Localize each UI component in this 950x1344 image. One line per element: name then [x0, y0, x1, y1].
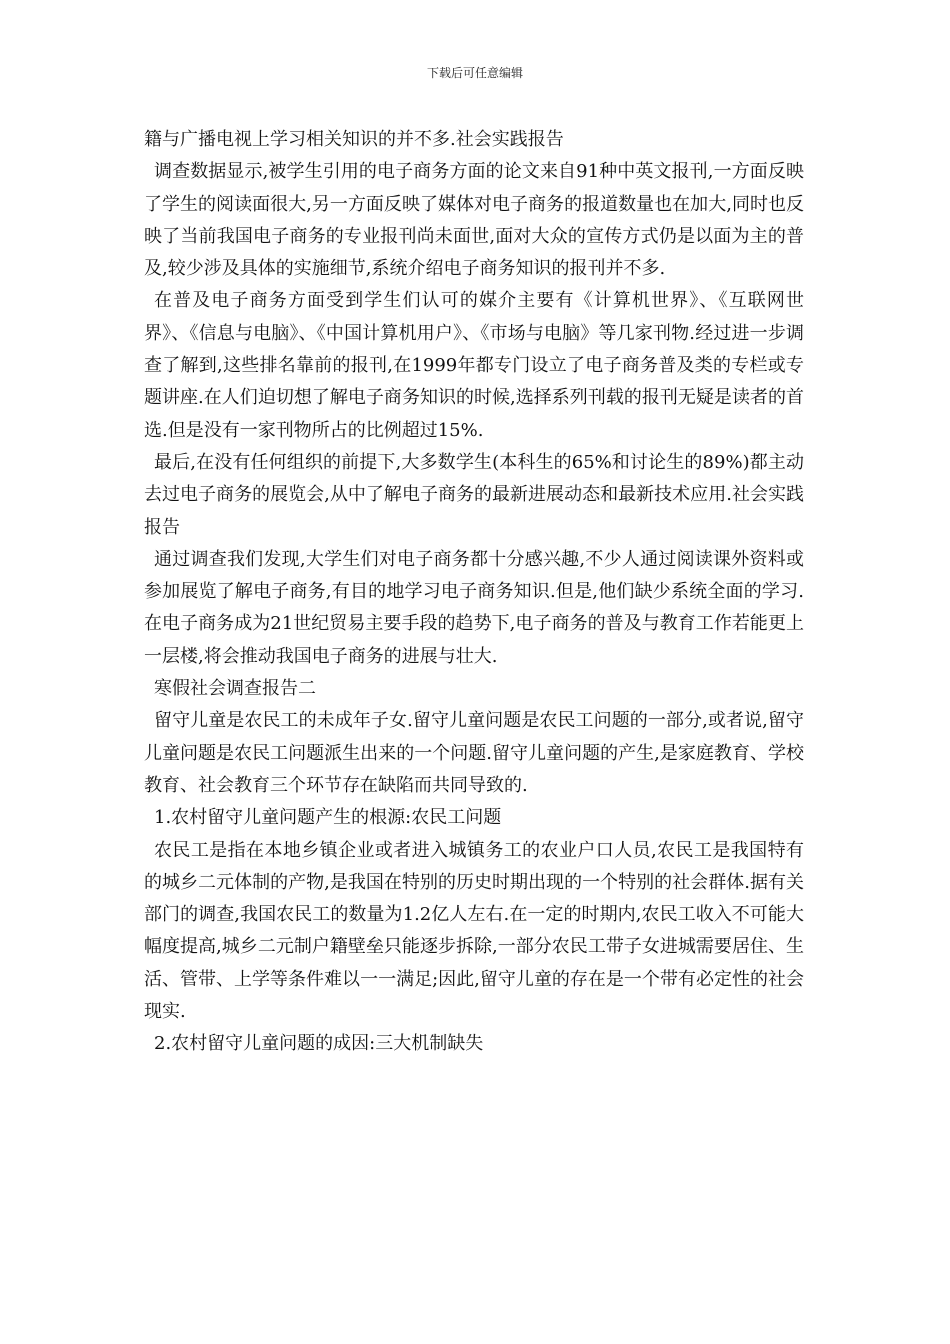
- section-heading-report-two: 寒假社会调查报告二: [154, 678, 316, 700]
- paragraph-continuation: 籍与广播电视上学习相关知识的并不多.社会实践报告: [144, 129, 564, 150]
- header-note: 下载后可任意编辑: [426, 66, 523, 80]
- paragraph-exhibition: 最后,在没有任何组织的前提下,大多数学生(本科生的65%和讨论生的89%)都主动去过电子商务的展览会,从中了解电子商务的最新进展动态和最新技术应用.社会实践报告: [144, 451, 804, 538]
- paragraph-survey-data: 调查数据显示,被学生引用的电子商务方面的论文来自91种中英文报刊,一方面反映了学生的阅读面很大,另一方面反映了媒体对电子商务的报道数量也在加大,同时也反映了当前我国电子商务的专业报刊尚未面世,面对大众的宣传方式仍是以面为主的普及,较少涉及具体的实施细节,系统介绍电子商务知识的报刊并不多.: [144, 161, 804, 280]
- paragraph-migrant-workers: 农民工是指在本地乡镇企业或者进入城镇务工的农业户口人员,农民工是我国特有的城乡二元体制的产物,是我国在特别的历史时期出现的一个特别的社会群体.据有关部门的调查,我国农民工的数量为1.2亿人左右.在一定的时期内,农民工收入不可能大幅度提高,城乡二元制户籍壁垒只能逐步拆除,一部分农民工带子女进城需要居住、生活、管带、上学等条件难以一一满足;因此,留守儿童的存在是一个带有必定性的社会现实.: [144, 839, 804, 1023]
- subheading-root-cause: 1.农村留守儿童问题产生的根源:农民工问题: [154, 807, 502, 829]
- subheading-causes: 2.农村留守儿童问题的成因:三大机制缺失: [154, 1033, 484, 1055]
- paragraph-left-behind-children: 留守儿童是农民工的未成年子女.留守儿童问题是农民工问题的一部分,或者说,留守儿童问题是农民工问题派生出来的一个问题.留守儿童问题的产生,是家庭教育、学校教育、社会教育三个环节存在缺陷而共同导致的.: [144, 710, 804, 796]
- paragraph-media: 在普及电子商务方面受到学生们认可的媒介主要有《计算机世界》、《互联网世界》、《信息与电脑》、《中国计算机用户》、《市场与电脑》等几家刊物.经过进一步调查了解到,这些排名靠前的报刊,在1999年都专门设立了电子商务普及类的专栏或专题讲座.在人们迫切想了解电子商务知识的时候,选择系列刊载的报刊无疑是读者的首选.但是没有一家刊物所占的比例超过15%.: [144, 290, 804, 441]
- document-body: [144, 124, 804, 1061]
- paragraph-conclusion: 通过调查我们发现,大学生们对电子商务都十分感兴趣,不少人通过阅读课外资料或参加展览了解电子商务,有目的地学习电子商务知识.但是,他们缺少系统全面的学习.在电子商务成为21世纪贸易主要手段的趋势下,电子商务的普及与教育工作若能更上一层楼,将会推动我国电子商务的进展与壮大.: [144, 548, 804, 667]
